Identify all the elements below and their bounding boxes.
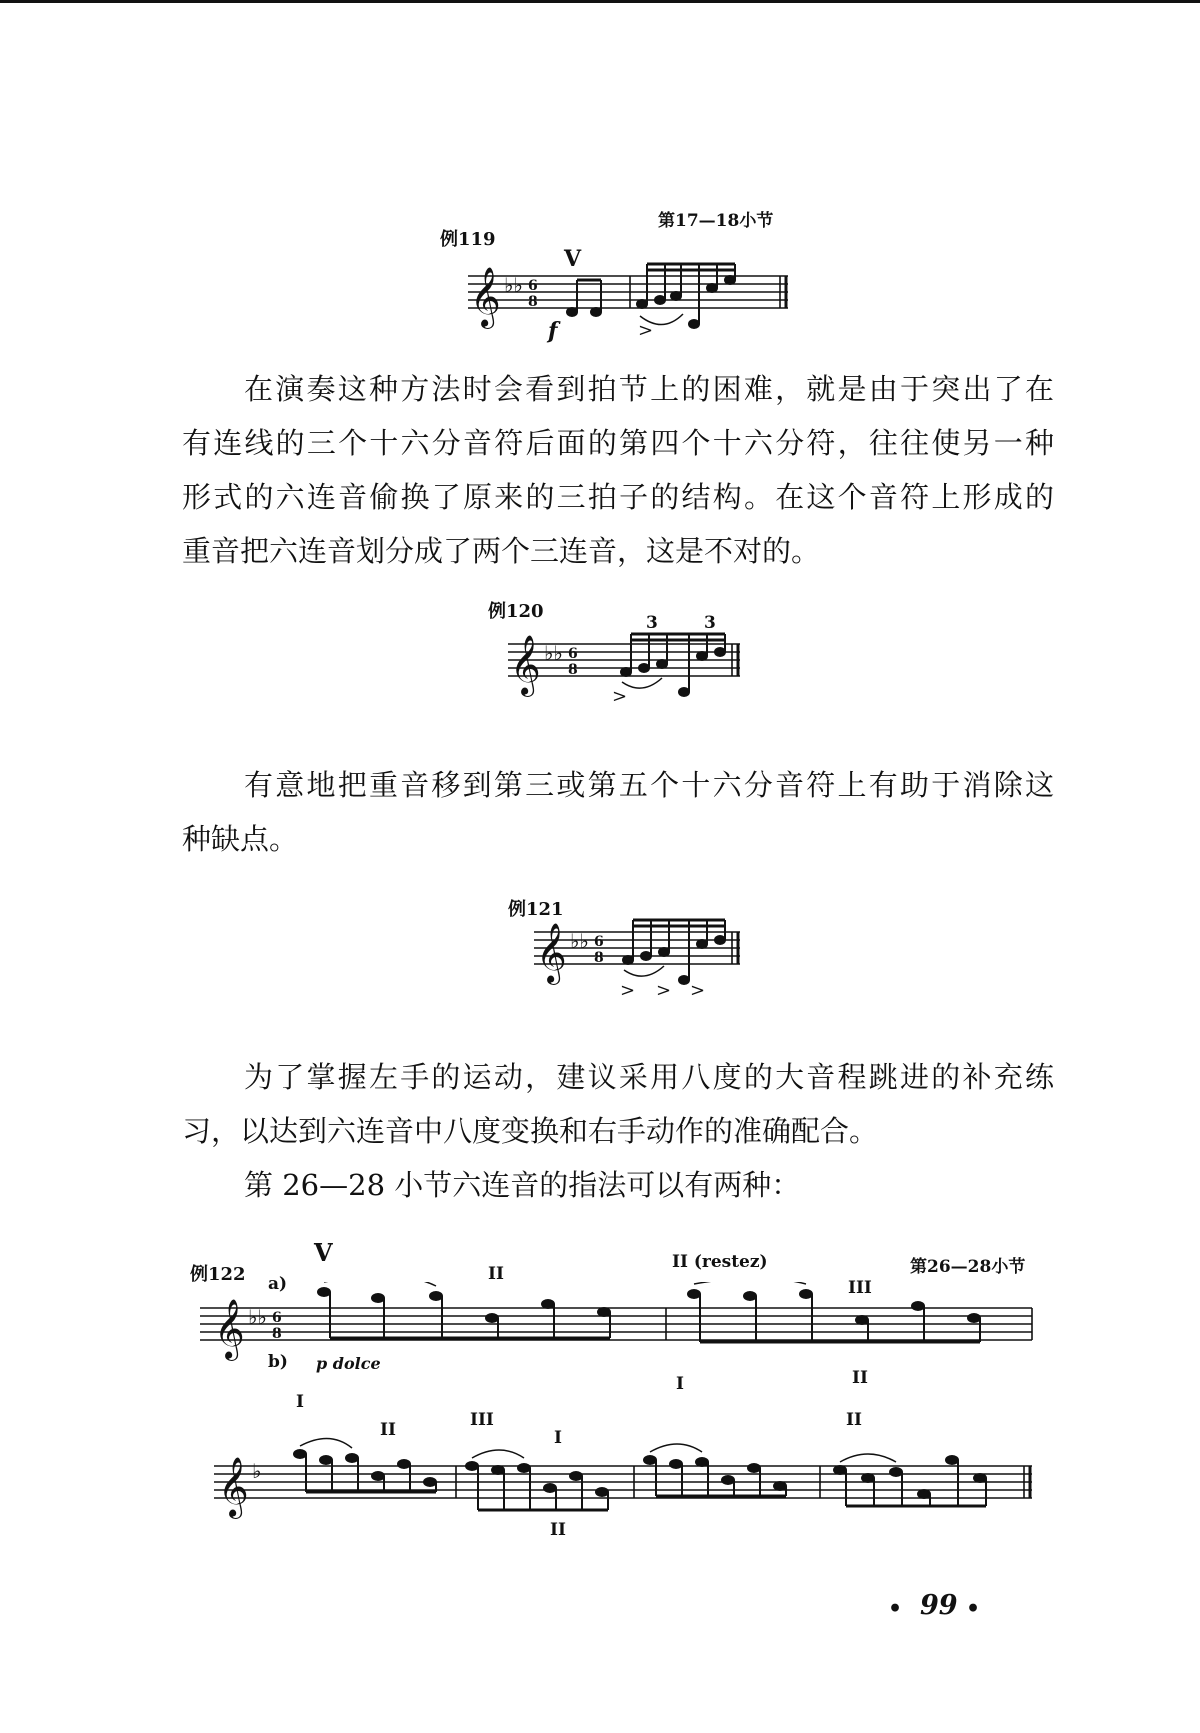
example-122-string-mark-3: III — [848, 1278, 872, 1298]
example-122-string-mark-7: II — [380, 1420, 396, 1440]
svg-text:♭♭: ♭♭ — [504, 273, 523, 297]
svg-text:8: 8 — [568, 662, 578, 678]
svg-text:8: 8 — [594, 950, 604, 966]
svg-text:6: 6 — [568, 646, 578, 662]
example-122-staff-2 — [200, 1430, 1040, 1530]
paragraph-2 — [182, 758, 1054, 866]
svg-text:6: 6 — [528, 278, 538, 294]
svg-text:𝄞: 𝄞 — [218, 1457, 249, 1517]
example-119-accent: > — [638, 320, 654, 341]
paragraph-2-line-2: 种缺点。 — [182, 822, 299, 856]
example-122-label: 例122 — [190, 1264, 246, 1285]
example-122-measure-label: 第26—28小节 — [910, 1257, 1026, 1277]
example-122-string-mark-10: II — [550, 1520, 566, 1540]
paragraph-1 — [182, 362, 1054, 578]
example-120-staff — [508, 626, 748, 716]
svg-text:𝄞: 𝄞 — [214, 1299, 245, 1359]
example-121-accent-2: > — [656, 980, 672, 1001]
page-number-dot-left: • — [888, 1596, 903, 1622]
example-122-string-mark-8: III — [470, 1410, 494, 1430]
example-122-variant-b: b) — [268, 1352, 288, 1372]
paragraph-1-line-2: 有连线的三个十六分音符后面的第四个十六分符，往往使另一种 — [182, 426, 1054, 460]
page-number: 99 — [920, 1590, 958, 1621]
example-121-accent-1: > — [620, 980, 636, 1001]
paragraph-4 — [182, 1158, 1054, 1212]
example-119-measure-label: 第17—18小节 — [658, 211, 774, 231]
example-122-string-mark-9: I — [554, 1428, 562, 1448]
example-122-string-mark-4: I — [676, 1374, 684, 1394]
svg-text:♭♭: ♭♭ — [570, 929, 589, 953]
example-121-accent-3: > — [690, 980, 706, 1001]
svg-text:♭♭: ♭♭ — [248, 1305, 267, 1329]
svg-text:6: 6 — [272, 1310, 282, 1326]
svg-text:𝄞: 𝄞 — [536, 923, 567, 983]
example-122-string-mark-5: II — [852, 1368, 868, 1388]
paragraph-3 — [182, 1050, 1054, 1158]
example-120-triplet-2: 3 — [704, 613, 716, 633]
svg-text:𝄞: 𝄞 — [470, 267, 501, 327]
paragraph-2-line-1: 有意地把重音移到第三或第五个十六分音符上有助于消除这 — [244, 768, 1054, 802]
example-122-staff-1 — [200, 1282, 1040, 1372]
example-122-variant-a: a) — [268, 1274, 288, 1294]
top-rule — [0, 0, 1200, 3]
example-120-label: 例120 — [488, 601, 544, 622]
example-120-accent: > — [612, 686, 628, 707]
svg-text:𝄞: 𝄞 — [510, 635, 541, 695]
example-120-triplet-1: 3 — [646, 613, 658, 633]
example-122-string-mark-2: II (restez) — [672, 1252, 768, 1272]
paragraph-1-line-1: 在演奏这种方法时会看到拍节上的困难，就是由于突出了在 — [244, 372, 1054, 406]
page-number-dot-right: • — [966, 1596, 981, 1622]
example-121-label: 例121 — [508, 899, 564, 920]
svg-text:8: 8 — [528, 294, 538, 310]
example-122-string-mark-6: I — [296, 1392, 304, 1412]
example-122-dynamic: p dolce — [316, 1354, 381, 1373]
example-121-staff — [534, 912, 754, 1002]
example-119-label: 例119 — [440, 229, 496, 250]
paragraph-3-line-1: 为了掌握左手的运动，建议采用八度的大音程跳进的补充练 — [244, 1060, 1054, 1094]
paragraph-3-line-2: 习，以达到六连音中八度变换和右手动作的准确配合。 — [182, 1114, 879, 1148]
example-122-string-mark-11: II — [846, 1410, 862, 1430]
example-119-dynamic: f — [548, 318, 558, 344]
svg-text:6: 6 — [594, 934, 604, 950]
svg-text:♭♭: ♭♭ — [544, 641, 563, 665]
example-122-string-mark-1: II — [488, 1264, 504, 1284]
svg-text:♭: ♭ — [252, 1459, 262, 1483]
example-119-bowing-mark: V — [564, 246, 582, 272]
example-119-staff — [468, 254, 798, 344]
example-122-bowing-v: V — [314, 1238, 333, 1267]
paragraph-1-line-4: 重音把六连音划分成了两个三连音，这是不对的。 — [182, 534, 821, 568]
paragraph-1-line-3: 形式的六连音偷换了原来的三拍子的结构。在这个音符上形成的 — [182, 480, 1054, 514]
svg-text:8: 8 — [272, 1326, 282, 1342]
paragraph-4-line-1: 第 26—28 小节六连音的指法可以有两种： — [244, 1168, 801, 1202]
